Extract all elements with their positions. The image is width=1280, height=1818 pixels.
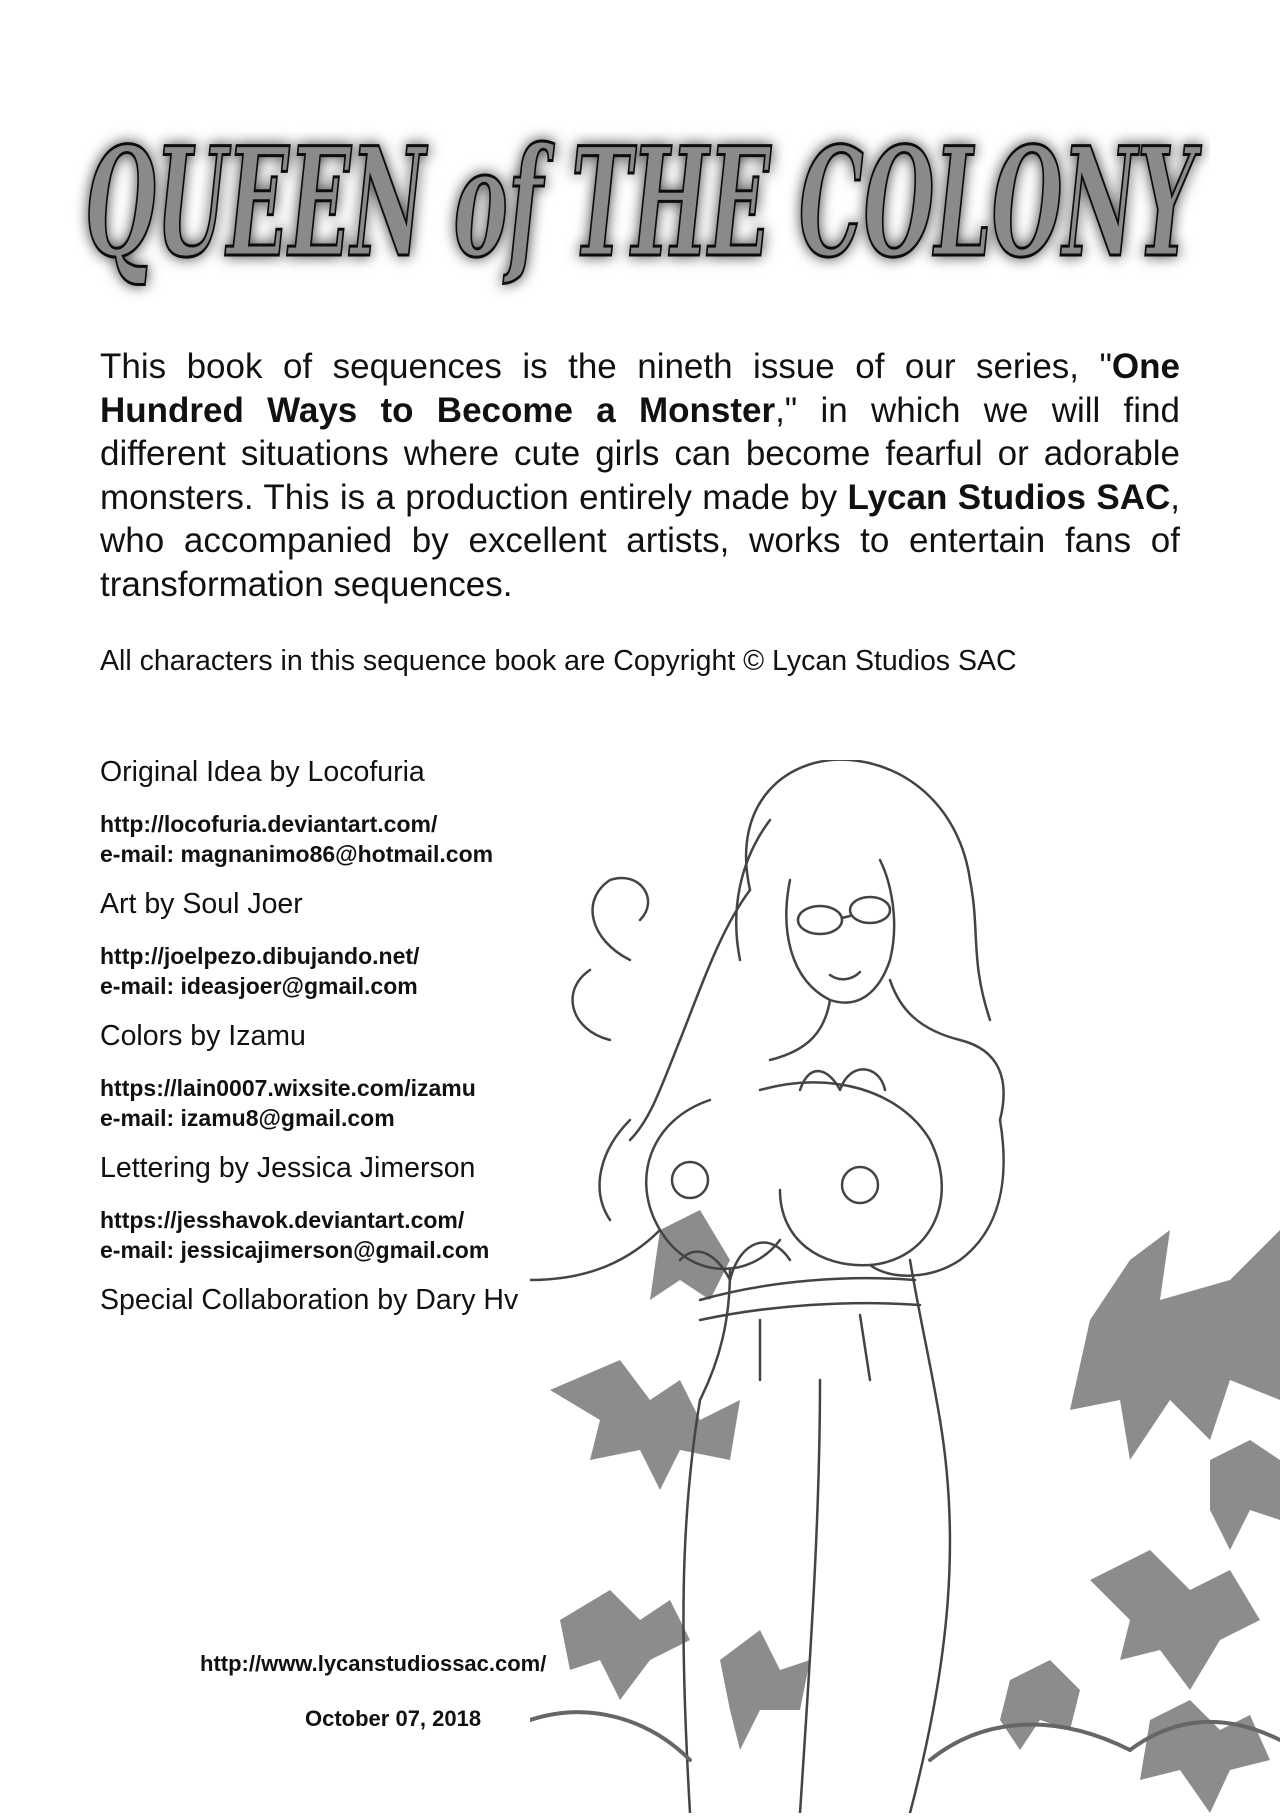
studio-website: http://www.lycanstudiossac.com/ [200,1651,547,1676]
credit-email: e-mail: izamu8@gmail.com [100,1105,395,1131]
credit-url: https://jesshavok.deviantart.com/ [100,1207,465,1233]
bat-icon [1000,1660,1080,1750]
studio-name: Lycan Studios SAC [847,477,1171,517]
intro-text-2: ," in which we will find different situations where cute girls can become fearful or adorable monsters. This is a production entirely made by [100,390,1180,517]
publication-date: October 07, 2018 [305,1706,482,1731]
credit-email: e-mail: magnanimo86@hotmail.com [100,841,494,867]
intro-text-1: This book of sequences is the nineth issue of our series, " [100,347,1112,386]
credit-title: Colors by Izamu [100,1020,306,1052]
bat-silhouettes [550,1210,1280,1813]
title-logo-graphic [70,95,1210,310]
credit-url: http://joelpezo.dibujando.net/ [100,943,420,969]
bat-icon [650,1210,730,1300]
title-logo-text: QUEEN of THE COLONY [85,115,1202,291]
character-line-art [530,760,1280,1813]
credit-url: http://locofuria.deviantart.com/ [100,811,438,837]
bat-icon [550,1360,740,1490]
bat-icon [1090,1550,1260,1690]
credit-title: Original Idea by Locofuria [100,756,425,788]
bat-icon [1070,1230,1280,1460]
bat-icon [1210,1440,1280,1550]
credit-email: e-mail: jessicajimerson@gmail.com [100,1237,490,1263]
credit-title: Lettering by Jessica Jimerson [100,1152,476,1184]
series-name: One Hundred Ways to Become a Monster [100,347,1180,430]
bat-icon [560,1590,690,1700]
character-illustration [530,760,1280,1813]
intro-text-3: , who accompanied by excellent artists, works to entertain fans of transformation sequences. [100,477,1181,604]
credit-special-collaboration: Special Collaboration by Dary Hv [100,1284,519,1316]
intro-paragraph [100,345,1180,606]
credit-title: Art by Soul Joer [100,888,303,920]
bat-icon [1140,1700,1270,1813]
credit-url: https://lain0007.wixsite.com/izamu [100,1075,476,1101]
credit-email: e-mail: ideasjoer@gmail.com [100,973,418,999]
copyright-notice: All characters in this sequence book are Copyright © Lycan Studios SAC [100,645,1017,677]
title-logo [70,95,1210,310]
bat-icon [720,1630,810,1750]
